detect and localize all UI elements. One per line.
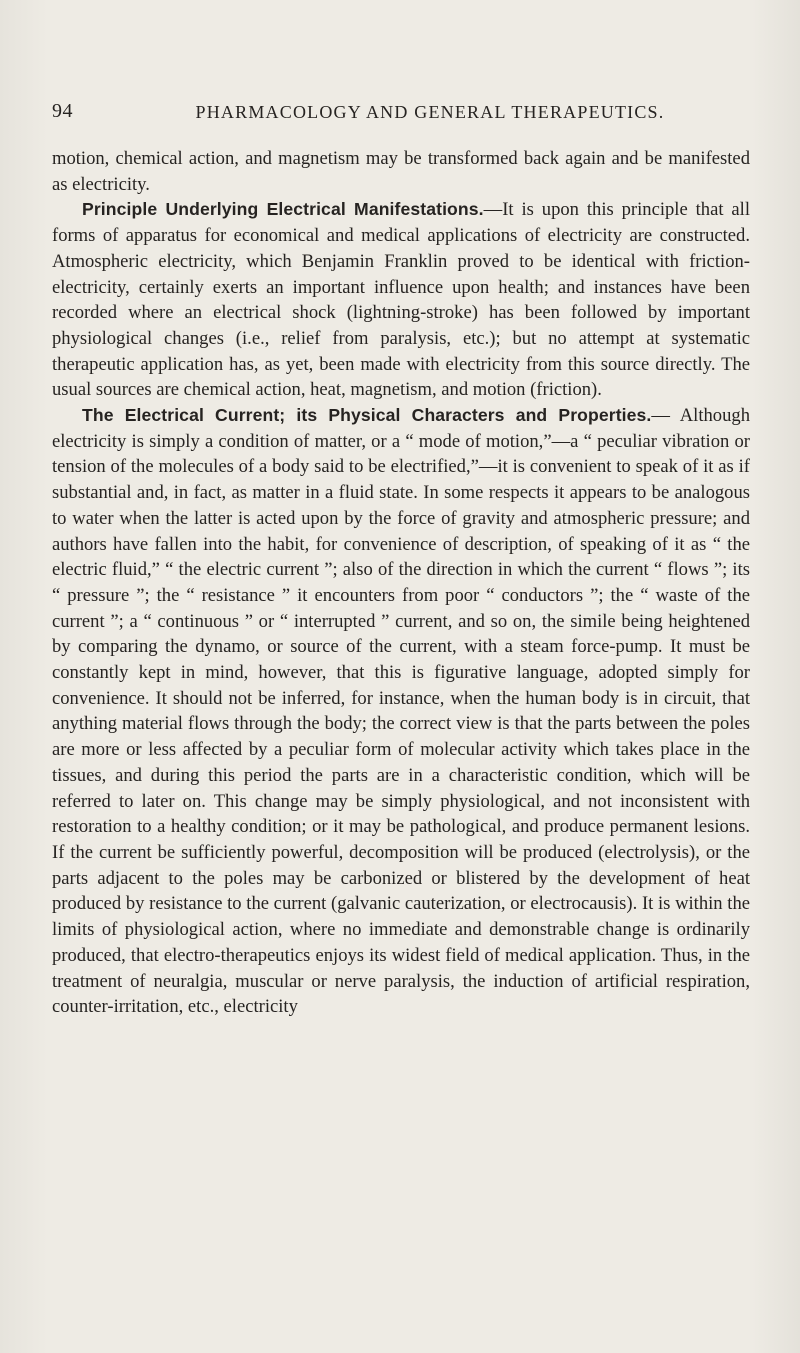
paragraph-text: motion, chemical action, and magnetism may be transformed back again and be manifested as electricity. xyxy=(52,148,750,195)
section-heading: Principle Underlying Electrical Manifestations. xyxy=(82,199,484,220)
body-text xyxy=(52,146,750,1020)
page-number: 94 xyxy=(52,100,73,122)
section-heading: The Electrical Current; its Physical Characters and Properties. xyxy=(82,405,652,426)
paragraph-text: — Although electricity is simply a condition of matter, or a “ mode of motion,”—a “ peculiar vibration or tension of the molecules of a body said to be electrified,”—it is convenient to speak of it as if substantial and, in fact, as matter in a fluid state. In some respects it appears to be analogous to water when the latter is acted upon by the force of gravity and atmospheric pressure; and authors have fallen into the habit, for convenience of description, of speaking of it as “ the electric fluid,” “ the electric current ”; also of the direction in which the current “ flows ”; its “ pressure ”; the “ resistance ” it encounters from poor “ conductors ”; the “ waste of the current ”; a “ continuous ” or “ interrupted ” current, and so on, the simile being heightened by comparing the dynamo, or source of the current, with a steam force-pump. It must be constantly kept in mind, however, that this is figurative language, adopted simply for convenience. It should not be inferred, for instance, when the human body is in circuit, that anything material flows through the body; the correct view is that the parts between the poles are more or less affected by a peculiar form of molecular activity which takes place in the tissues, and during this period the parts are in a characteristic condition, which will be referred to later on. This change may be simply physiological, and not inconsistent with restoration to a healthy condition; or it may be pathological, and produce permanent lesions. If the current be sufficiently powerful, decomposition will be produced (electrolysis), or the parts adjacent to the poles may be carbonized or blistered by the development of heat produced by resistance to the current (galvanic cauterization, or electrocausis). It is within the limits of physiological action, where no immediate and demonstrable change is ordinarily produced, that electro-therapeutics enjoys its widest field of medical application. Thus, in the treatment of neuralgia, muscular or nerve paralysis, the induction of artificial respiration, counter-irritation, etc., electricity xyxy=(52,405,750,1018)
page-header xyxy=(52,100,752,130)
paragraph-text: —It is upon this principle that all forms of apparatus for economical and medical applications of electricity are constructed. Atmospheric electricity, which Benjamin Franklin proved to be identical with friction-electricity, certainly exerts an important influence upon health; and instances have been recorded where an electrical shock (lightning-stroke) has been followed by important physiological changes (i.e., relief from paralysis, etc.); but no attempt at systematic therapeutic application has, as yet, been made with electricity from this source directly. The usual sources are chemical action, heat, magnetism, and motion (friction). xyxy=(52,199,750,401)
paragraph-electrical-current xyxy=(52,403,750,1020)
running-head: PHARMACOLOGY AND GENERAL THERAPEUTICS. xyxy=(195,102,665,122)
paragraph-continuation xyxy=(52,146,750,197)
paragraph-electrical-manifestations xyxy=(52,197,750,403)
